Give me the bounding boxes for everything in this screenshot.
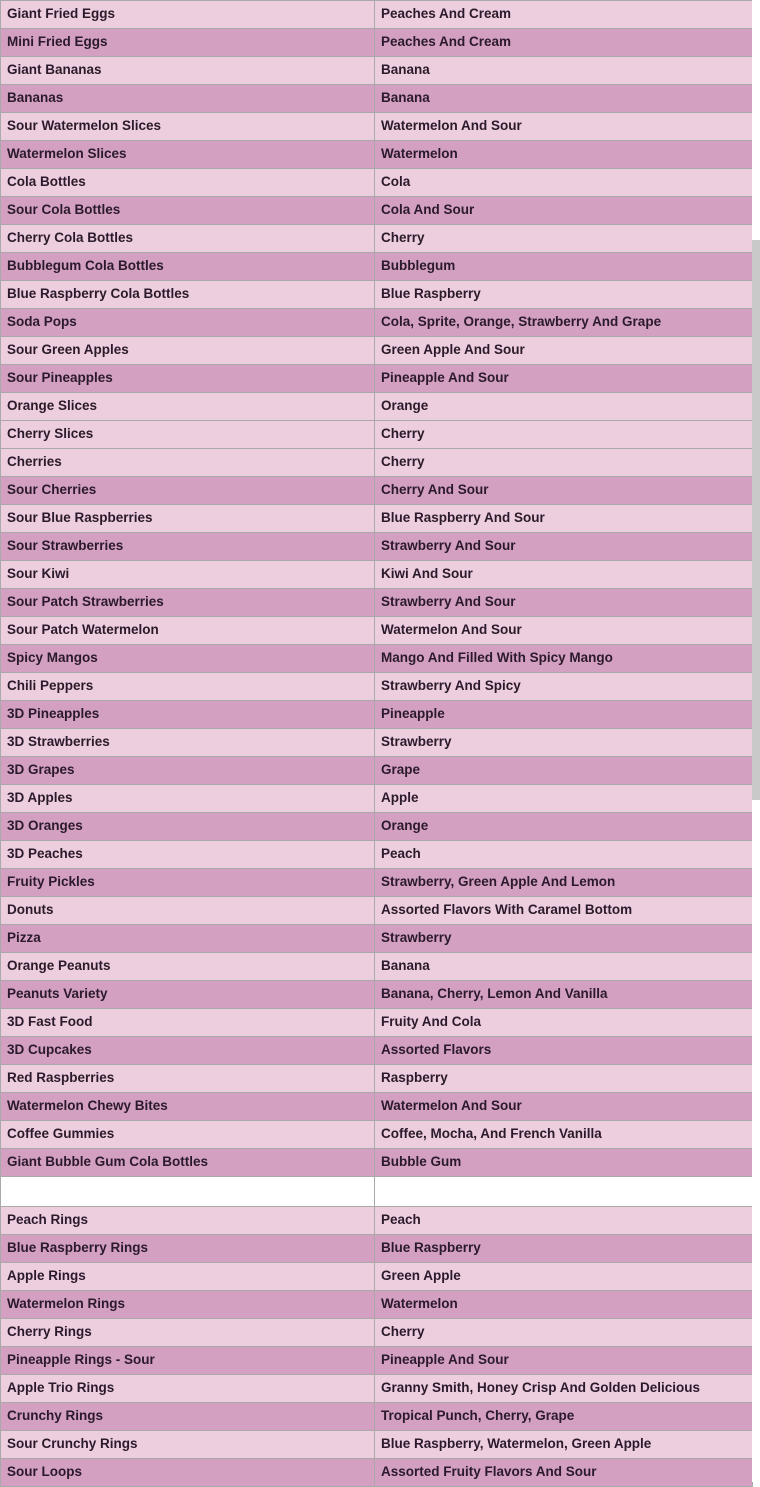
product-flavor-cell: Banana — [375, 57, 753, 85]
product-name-cell: Sour Loops — [1, 1459, 375, 1487]
product-flavor-cell: Strawberry And Sour — [375, 533, 753, 561]
table-row — [1, 505, 753, 533]
product-name-cell: Cherry Rings — [1, 1319, 375, 1347]
product-name-cell: Sour Kiwi — [1, 561, 375, 589]
product-flavor-cell: Grape — [375, 757, 753, 785]
table-row — [1, 169, 753, 197]
product-name-cell: 3D Strawberries — [1, 729, 375, 757]
table-row — [1, 1037, 753, 1065]
product-flavor-cell: Watermelon And Sour — [375, 1093, 753, 1121]
product-name-cell: Giant Fried Eggs — [1, 1, 375, 29]
product-flavor-cell: Assorted Flavors With Caramel Bottom — [375, 897, 753, 925]
product-name-cell: Cola Bottles — [1, 169, 375, 197]
product-name-cell: Sour Patch Watermelon — [1, 617, 375, 645]
table-spacer-row — [1, 1177, 753, 1207]
product-name-cell: Pineapple Rings - Sour — [1, 1347, 375, 1375]
product-flavor-cell: Strawberry — [375, 729, 753, 757]
product-flavor-cell: Cola And Sour — [375, 197, 753, 225]
product-flavor-cell: Strawberry — [375, 925, 753, 953]
product-name-cell: Watermelon Slices — [1, 141, 375, 169]
product-flavor-cell: Pineapple And Sour — [375, 1347, 753, 1375]
table-row — [1, 197, 753, 225]
product-flavor-cell: Banana — [375, 953, 753, 981]
product-flavor-cell: Granny Smith, Honey Crisp And Golden Delicious — [375, 1375, 753, 1403]
table-row — [1, 533, 753, 561]
product-flavor-cell: Fruity And Cola — [375, 1009, 753, 1037]
table-row — [1, 1149, 753, 1177]
product-name-cell: Peach Rings — [1, 1207, 375, 1235]
product-flavor-cell: Assorted Fruity Flavors And Sour — [375, 1459, 753, 1487]
table-row — [1, 953, 753, 981]
table-row — [1, 141, 753, 169]
product-flavor-cell: Watermelon And Sour — [375, 113, 753, 141]
product-name-cell: Cherry Slices — [1, 421, 375, 449]
table-row — [1, 393, 753, 421]
table-row — [1, 1093, 753, 1121]
product-name-cell: Watermelon Rings — [1, 1291, 375, 1319]
product-flavor-cell: Cola, Sprite, Orange, Strawberry And Grape — [375, 309, 753, 337]
table-row — [1, 1403, 753, 1431]
table-row — [1, 85, 753, 113]
product-name-cell: Pizza — [1, 925, 375, 953]
product-flavor-cell: Apple — [375, 785, 753, 813]
table-row — [1, 673, 753, 701]
product-name-cell: Red Raspberries — [1, 1065, 375, 1093]
product-name-cell: Spicy Mangos — [1, 645, 375, 673]
product-name-cell: Bananas — [1, 85, 375, 113]
table-row — [1, 897, 753, 925]
table-row — [1, 1375, 753, 1403]
table-row — [1, 701, 753, 729]
product-flavor-cell: Blue Raspberry — [375, 1235, 753, 1263]
product-flavor-cell: Cherry And Sour — [375, 477, 753, 505]
product-name-cell: 3D Grapes — [1, 757, 375, 785]
product-flavor-cell: Green Apple — [375, 1263, 753, 1291]
table-row — [1, 477, 753, 505]
table-row — [1, 29, 753, 57]
product-flavor-cell: Bubblegum — [375, 253, 753, 281]
table-row — [1, 1, 753, 29]
product-flavor-cell: Cherry — [375, 225, 753, 253]
product-name-cell: 3D Pineapples — [1, 701, 375, 729]
product-name-cell: Orange Peanuts — [1, 953, 375, 981]
table-row — [1, 225, 753, 253]
product-flavor-cell: Tropical Punch, Cherry, Grape — [375, 1403, 753, 1431]
product-name-cell: Mini Fried Eggs — [1, 29, 375, 57]
product-flavor-cell: Blue Raspberry — [375, 281, 753, 309]
table-row — [1, 253, 753, 281]
product-name-cell: Fruity Pickles — [1, 869, 375, 897]
table-row — [1, 813, 753, 841]
product-name-cell: Giant Bubble Gum Cola Bottles — [1, 1149, 375, 1177]
product-flavor-cell: Blue Raspberry And Sour — [375, 505, 753, 533]
product-flavor-cell: Cola — [375, 169, 753, 197]
table-row — [1, 729, 753, 757]
product-flavor-cell: Watermelon — [375, 1291, 753, 1319]
table-row — [1, 1207, 753, 1235]
table-row — [1, 981, 753, 1009]
product-name-cell: Cherry Cola Bottles — [1, 225, 375, 253]
product-name-cell: Donuts — [1, 897, 375, 925]
product-name-cell: Sour Green Apples — [1, 337, 375, 365]
product-name-cell: Sour Pineapples — [1, 365, 375, 393]
product-name-cell: 3D Apples — [1, 785, 375, 813]
product-name-cell: Crunchy Rings — [1, 1403, 375, 1431]
product-flavor-cell: Cherry — [375, 421, 753, 449]
product-flavor-cell: Coffee, Mocha, And French Vanilla — [375, 1121, 753, 1149]
product-name-cell: Coffee Gummies — [1, 1121, 375, 1149]
product-name-cell: Peanuts Variety — [1, 981, 375, 1009]
product-flavor-cell: Cherry — [375, 1319, 753, 1347]
product-name-cell: Sour Crunchy Rings — [1, 1431, 375, 1459]
table-row — [1, 57, 753, 85]
product-name-cell: 3D Peaches — [1, 841, 375, 869]
product-flavor-cell: Strawberry And Spicy — [375, 673, 753, 701]
product-name-cell: Sour Patch Strawberries — [1, 589, 375, 617]
scrollbar-thumb[interactable] — [752, 240, 760, 800]
product-name-cell: Sour Watermelon Slices — [1, 113, 375, 141]
product-flavor-cell: Banana — [375, 85, 753, 113]
flavor-table-body — [1, 1, 753, 1487]
table-row — [1, 1347, 753, 1375]
product-flavor-cell: Strawberry And Sour — [375, 589, 753, 617]
product-flavor-cell: Assorted Flavors — [375, 1037, 753, 1065]
product-flavor-cell: Mango And Filled With Spicy Mango — [375, 645, 753, 673]
table-row — [1, 337, 753, 365]
product-flavor-cell: Watermelon — [375, 141, 753, 169]
table-row — [1, 1065, 753, 1093]
product-name-cell: Blue Raspberry Rings — [1, 1235, 375, 1263]
product-name-cell: Chili Peppers — [1, 673, 375, 701]
table-row — [1, 113, 753, 141]
product-flavor-cell: Peaches And Cream — [375, 29, 753, 57]
product-name-cell: Giant Bananas — [1, 57, 375, 85]
table-row — [1, 1459, 753, 1487]
product-flavor-cell: Watermelon And Sour — [375, 617, 753, 645]
table-row — [1, 757, 753, 785]
table-row — [1, 1263, 753, 1291]
table-row — [1, 1319, 753, 1347]
product-name-cell: Sour Cherries — [1, 477, 375, 505]
product-flavor-cell: Cherry — [375, 449, 753, 477]
table-row — [1, 281, 753, 309]
table-row — [1, 365, 753, 393]
product-flavor-cell: Strawberry, Green Apple And Lemon — [375, 869, 753, 897]
table-row — [1, 561, 753, 589]
table-row — [1, 645, 753, 673]
table-row — [1, 925, 753, 953]
product-flavor-cell: Pineapple — [375, 701, 753, 729]
table-row — [1, 589, 753, 617]
table-row — [1, 1235, 753, 1263]
product-flavor-cell: Orange — [375, 813, 753, 841]
product-flavor-cell: Green Apple And Sour — [375, 337, 753, 365]
product-flavor-cell: Raspberry — [375, 1065, 753, 1093]
table-row — [1, 421, 753, 449]
product-name-cell: 3D Cupcakes — [1, 1037, 375, 1065]
product-name-cell: Orange Slices — [1, 393, 375, 421]
product-name-cell: Sour Blue Raspberries — [1, 505, 375, 533]
product-flavor-cell: Blue Raspberry, Watermelon, Green Apple — [375, 1431, 753, 1459]
product-name-cell: Blue Raspberry Cola Bottles — [1, 281, 375, 309]
table-cell-blank — [375, 1177, 753, 1207]
product-name-cell: Sour Cola Bottles — [1, 197, 375, 225]
product-name-cell: Soda Pops — [1, 309, 375, 337]
product-flavor-cell: Peach — [375, 841, 753, 869]
table-row — [1, 309, 753, 337]
product-flavor-cell: Peaches And Cream — [375, 1, 753, 29]
product-name-cell: 3D Oranges — [1, 813, 375, 841]
product-name-cell: Cherries — [1, 449, 375, 477]
product-flavor-cell: Bubble Gum — [375, 1149, 753, 1177]
product-flavor-cell: Peach — [375, 1207, 753, 1235]
table-row — [1, 841, 753, 869]
product-flavor-cell: Kiwi And Sour — [375, 561, 753, 589]
product-name-cell: Apple Rings — [1, 1263, 375, 1291]
product-flavor-cell: Pineapple And Sour — [375, 365, 753, 393]
product-name-cell: 3D Fast Food — [1, 1009, 375, 1037]
table-row — [1, 785, 753, 813]
table-row — [1, 1431, 753, 1459]
table-row — [1, 449, 753, 477]
product-name-cell: Watermelon Chewy Bites — [1, 1093, 375, 1121]
table-row — [1, 869, 753, 897]
table-cell-blank — [1, 1177, 375, 1207]
table-row — [1, 1121, 753, 1149]
table-row — [1, 1291, 753, 1319]
table-row — [1, 617, 753, 645]
table-row — [1, 1009, 753, 1037]
product-name-cell: Sour Strawberries — [1, 533, 375, 561]
product-name-cell: Apple Trio Rings — [1, 1375, 375, 1403]
product-flavor-cell: Banana, Cherry, Lemon And Vanilla — [375, 981, 753, 1009]
product-flavor-cell: Orange — [375, 393, 753, 421]
scrollbar-track[interactable] — [752, 0, 760, 1482]
product-name-cell: Bubblegum Cola Bottles — [1, 253, 375, 281]
